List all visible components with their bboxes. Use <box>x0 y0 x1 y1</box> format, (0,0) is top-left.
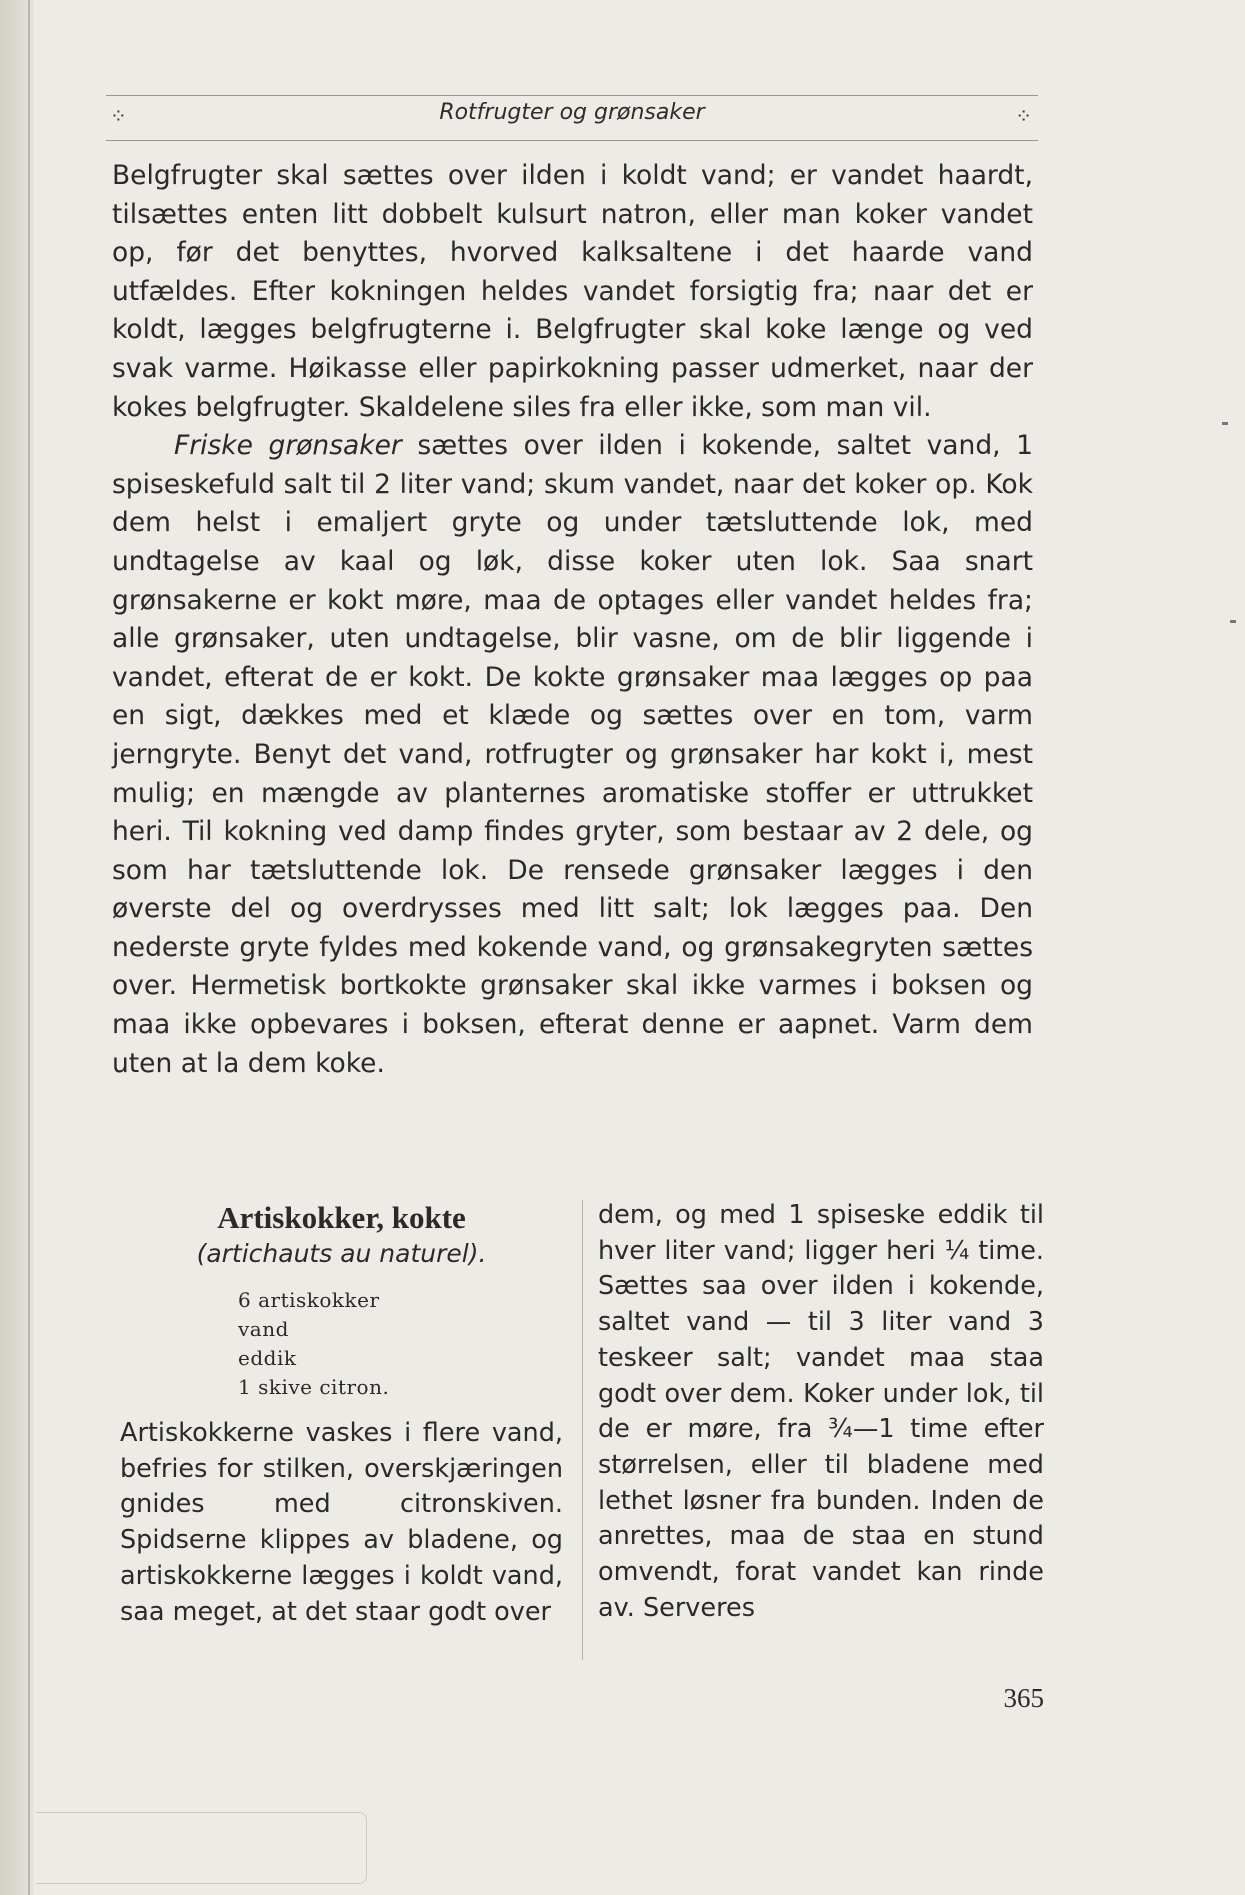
ingredient-item: eddik <box>238 1346 297 1370</box>
page-number: 365 <box>1003 1683 1044 1713</box>
page-corner-tab <box>36 1812 367 1884</box>
paragraph-body: sættes over ilden i kokende, saltet vand, 1 spiseskefuld salt til 2 liter vand; skum vandet, naar det koker op. Kok dem helst i emaljert gryte og under tætsluttende lok, med undtagelse av kaal og løk, disse koker uten lok. Saa snart grønsakerne er kokt møre, maa de optages eller vandet heldes fra; alle grønsaker, uten undtagelse, blir vasne, om de blir liggende i vandet, efterat de er kokt. De kokte grønsaker maa lægges op paa en sigt, dækkes med et klæde og sættes over en tom, varm jerngryte. Benyt det vand, rotfrugter og grønsaker har kokt i, mest mulig; en mængde av planternes aromatiske stoffer er uttrukket heri. Til kokning ved damp findes gryter, som bestaar av 2 dele, og som har tætsluttende lok. De rensede grønsaker lægges i den øverste del og overdrysses med litt salt; lok lægges paa. Den nederste gryte fyldes med kokende vand, og grønsakegryten sættes over. Hermetisk bortkokte grønsaker skal ikke varmes i boksen og maa ikke opbevares i boksen, efterat denne er aapnet. Varm dem uten at la dem koke. <box>112 430 1033 1079</box>
recipe-left-column <box>120 1200 563 1630</box>
column-divider <box>582 1200 583 1660</box>
running-header <box>106 95 1038 141</box>
paragraph-lead-italic: Friske grønsaker <box>174 430 402 462</box>
edge-speck <box>1222 422 1228 425</box>
ingredient-item: 6 artiskokker <box>238 1288 380 1312</box>
ingredient-item: 1 skive citron. <box>238 1375 390 1399</box>
binding-edge <box>28 0 30 1895</box>
ingredient-list <box>238 1286 563 1402</box>
paragraph-friske-gronsaker <box>112 427 1033 1083</box>
edge-speck <box>1230 620 1236 623</box>
running-title: Rotfrugter og grønsaker <box>439 100 705 125</box>
ingredient-item: vand <box>238 1317 289 1341</box>
recipe-subtitle: (artichauts au naturel). <box>196 1239 487 1268</box>
main-text <box>112 157 1033 1083</box>
recipe-method-left: Artiskokkerne vaskes i flere vand, befries for stilken, overskjæringen gnides med citronskiven. Spidserne klippes av bladene, og artiskokkerne lægges i koldt vand, saa meget, at det staar godt over <box>120 1418 563 1627</box>
recipe-right-column <box>598 1198 1044 1626</box>
paragraph-belgfrugter: Belgfrugter skal sættes over ilden i koldt vand; er vandet haardt, tilsættes enten litt dobbelt kulsurt natron, eller man koker vandet op, før det benyttes, hvorved kalksaltene i det haarde vand utfældes. Efter kokningen heldes vandet forsigtig fra; naar det er koldt, lægges belgfrugterne i. Belgfrugter skal koke længe og ved svak varme. Høikasse eller papirkokning passer udmerket, naar der kokes belgfrugter. Skaldelene siles fra eller ikke, som man vil. <box>112 160 1033 423</box>
recipe-method-right: dem, og med 1 spiseske eddik til hver liter vand; ligger heri ¼ time. Sættes saa over ilden i kokende, saltet vand — til 3 liter vand 3 teskeer salt; vandet maa staa godt over dem. Koker under lok, til de er møre, fra ¾—1 time efter størrelsen, eller til bladene med lethet løsner fra bunden. Inden de anrettes, maa de staa en stund omvendt, forat vandet kan rinde av. Serveres <box>598 1200 1044 1623</box>
ornament-right-icon: ⁘ <box>1015 104 1032 128</box>
recipe-title: Artiskokker, kokte <box>217 1200 466 1235</box>
ornament-left-icon: ⁘ <box>110 104 127 128</box>
